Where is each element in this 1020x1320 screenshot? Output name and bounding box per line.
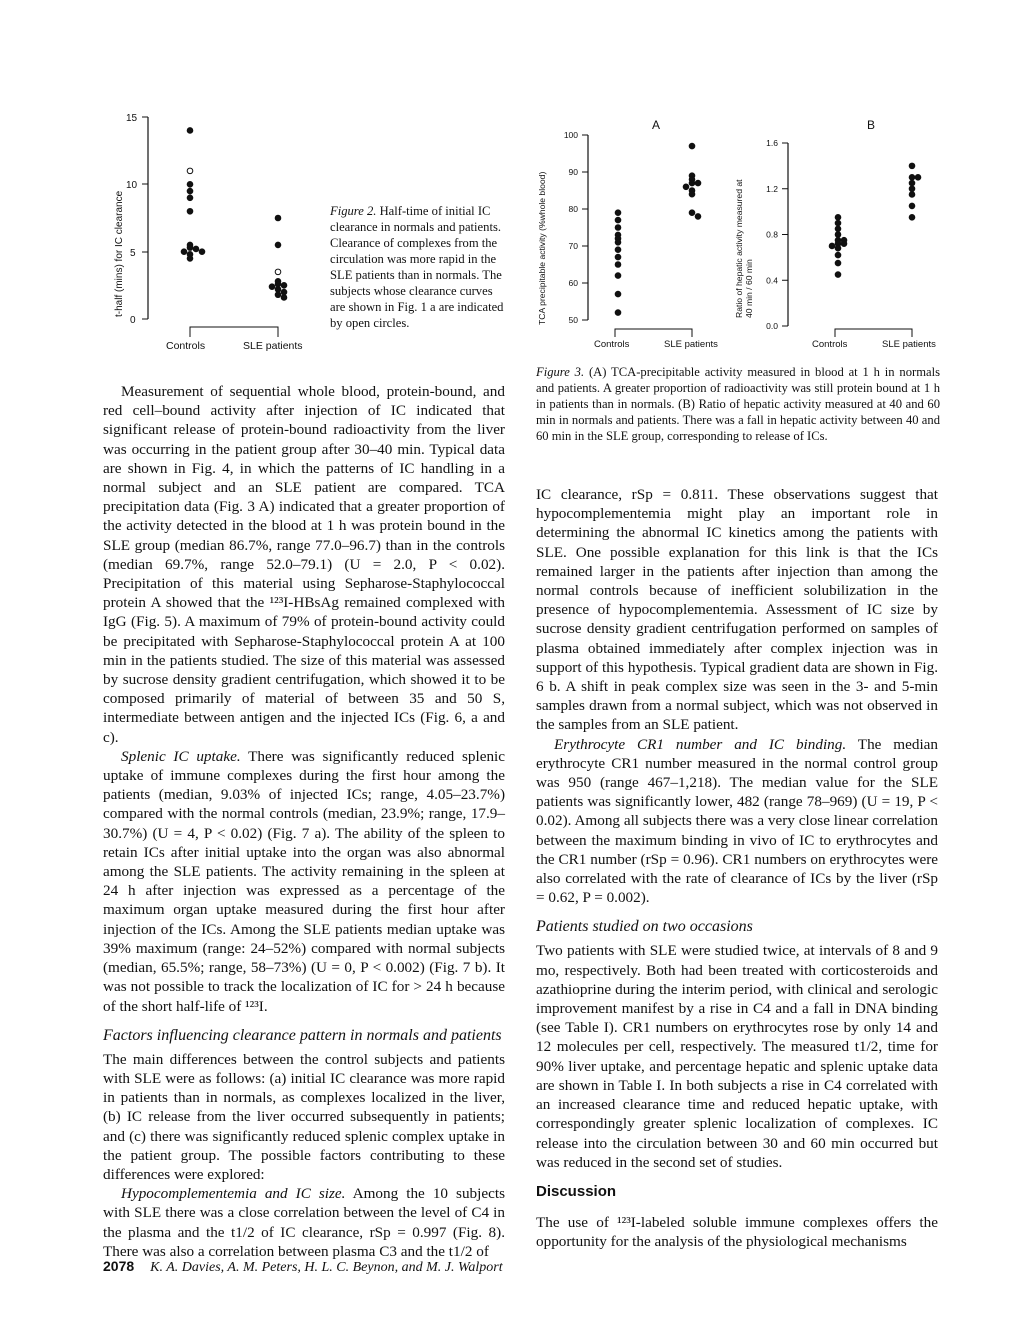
tick-label: 1.2	[766, 183, 778, 194]
fig3-caption-label: Figure 3.	[536, 365, 585, 379]
tick-label: 60	[568, 278, 578, 288]
data-point	[615, 254, 621, 260]
data-point	[615, 310, 621, 316]
data-point	[275, 215, 281, 221]
data-point	[269, 284, 275, 290]
fig3b-group-label: Controls	[812, 339, 848, 350]
discussion-heading: Discussion	[536, 1182, 617, 1200]
data-point	[909, 175, 915, 181]
author-line: K. A. Davies, A. M. Peters, H. L. C. Beynon, and M. J. Walport	[150, 1260, 503, 1275]
fig3a-group-label: SLE patients	[664, 339, 718, 350]
data-point	[689, 210, 695, 216]
data-point	[181, 249, 187, 255]
data-point	[835, 215, 841, 221]
run-in-heading: Splenic IC uptake.	[121, 747, 241, 765]
data-point	[909, 192, 915, 198]
data-point	[915, 175, 921, 181]
data-point	[835, 260, 841, 266]
data-point	[695, 180, 701, 186]
data-point	[683, 184, 689, 190]
paragraph: Erythrocyte CR1 number and IC binding. The median erythrocyte CR1 number measured in the normal control group was 950 (range 467–1,218). The median value for the SLE patients was significantly lower, 482 (range 78–969) (U = 19, P < 0.02). Among all subjects there was a very close linear correlation between the maximum binding in vivo of IC to erythrocytes and the CR1 number (rSp = 0.96). CR1 numbers on erythrocytes were also correlated with the rate of clearance of ICs by the liver (rSp = 0.62, P = 0.002).	[536, 735, 938, 907]
data-point	[187, 168, 193, 174]
data-point	[835, 226, 841, 232]
fig3a-ylabel: TCA precipitable activity (%whole blood)	[537, 171, 547, 325]
fig2-ytick: 15	[126, 113, 138, 124]
data-point	[187, 245, 193, 251]
paragraph: Two patients with SLE were studied twice, at intervals of 8 and 9 mo, respectively. Both had been treated with corticosteroids and azathioprine during the interim period, with clinical and serologic improvement manifest by a rise in C4 and a fall in DNA binding (see Table I). CR1 numbers on erythrocytes rose by only 14 and 12 molecules per cell, respectively. The measured t1/2, time for 90% liver uptake, and percentage hepatic and splenic uptake data are shown in Table I. In both subjects a rise in C4 correlated with an increased clearance time and reduced hepatic uptake, with correspondingly greater splenic localization of complexes. IC release into the circulation between 30 and 60 min occurred but was reduced in the second set of studies.	[536, 942, 938, 1171]
run-in-heading: Hypocomplementemia and IC size.	[121, 1185, 346, 1203]
run-in-heading: Erythrocyte CR1 number and IC binding.	[554, 735, 847, 753]
paragraph: Measurement of sequential whole blood, protein-bound, and red cell–bound activity after injection of IC indicated that significant release of protein-bound radioactivity from the liver was occurring in the patient group after 30–40 min. Typical data are shown in Fig. 4, in which the patterns of IC handling in a normal subject and an SLE patient are compared. TCA precipitation data (Fig. 3 A) indicated that a greater proportion of the activity detected in the blood at 1 h was protein bound in the SLE group (median 86.7%, range 77.0–96.7) than in the controls (median 69.7%, range 52.0–79.1) (U = 2.0, P < 0.02). Precipitation of this material using Sepharose-Staphylococcal protein A showed that the ¹²³I-HBsAg remained complexed with IgG (Fig. 5). A maximum of 79% of protein-bound activity could be precipitated with Sepharose-Staphylococcal protein A at 100 min in the patients studied. The size of this material was assessed by sucrose density gradient centrifugation, which showed it to be composed primarily of material of between 35 and 50 S, intermediate between antigen and the injected ICs (Fig. 6, a and c).	[103, 383, 505, 746]
data-point	[615, 217, 621, 223]
section-heading: Patients studied on two occasions	[536, 918, 753, 936]
fig2-caption-label: Figure 2.	[330, 204, 377, 218]
data-point	[281, 283, 287, 289]
fig3b-group-label: SLE patients	[882, 339, 936, 350]
fig2-ytick: 0	[130, 315, 136, 326]
figure-2-chart	[100, 105, 320, 355]
data-point	[275, 281, 281, 287]
paragraph: Hypocomplementemia and IC size. Among the 10 subjects with SLE there was a close correlation between the level of C4 in the plasma and the t1/2 of IC clearance, rSp = 0.997 (Fig. 8). There was also a correlation between plasma C3 and the t1/2 of	[103, 1185, 505, 1260]
tick-label: 90	[568, 167, 578, 177]
data-point	[187, 182, 193, 188]
paragraph: IC clearance, rSp = 0.811. These observations suggest that hypocomplementemia might play an important role in determining the abnormal IC kinetics among the patients with SLE. One possible explanation for this link is that the ICs remained larger in the patients after injection than among the normal controls because of inefficient solubilization in the presence of hypocomplementemia. Assessment of IC size by sucrose density gradient centrifugation performed on samples of plasma obtained immediately after complex injection was in support of this hypothesis. Typical gradient data are shown in Fig. 6 b. A shift in peak complex size was seen in the 3- and 5-min samples drawn from a normal subject, which was not observed in the samples from an SLE patient.	[536, 486, 938, 734]
fig3-panel-a-label: A	[652, 118, 661, 132]
data-point	[615, 262, 621, 268]
tick-label: 0.0	[766, 321, 778, 331]
fig3-panel-b-label: B	[867, 118, 876, 132]
data-point	[689, 143, 695, 149]
data-point	[615, 210, 621, 216]
tick-label: 80	[568, 204, 578, 214]
fig2-group-label: Controls	[166, 340, 206, 352]
paragraph: The use of ¹²³I-labeled soluble immune complexes offers the opportunity for the analysis of the physiological mechanisms	[536, 1214, 938, 1251]
fig3-caption-text: (A) TCA-precipitable activity measured in blood at 1 h in normals and patients. A greater proportion of radioactivity was still protein bound at 1 h in patients than in normals. (B) Ratio of hepatic activity measured at 40 and 60 min in normals and patients. There was a fall in hepatic activity between 40 and 60 min in the SLE group, corresponding to release of ICs.	[536, 365, 940, 443]
data-point	[281, 295, 287, 301]
data-point	[909, 186, 915, 192]
paragraph: The main differences between the control subjects and patients with SLE were as follows: (a) initial IC clearance was more rapid in patients than in normals, as complexes localized in the liver, (b) IC release from the liver occurred subsequently in patients; and (c) there was significantly reduced splenic complex uptake in the patient group. The possible factors contributing to these differences were explored:	[103, 1050, 505, 1183]
tick-label: 0.8	[766, 229, 778, 240]
fig2-ylabel: t-half (mins) for IC clearance	[114, 190, 125, 317]
data-point	[835, 272, 841, 278]
data-point	[909, 203, 915, 209]
figure-3-chart	[530, 113, 950, 353]
figure-2-caption	[330, 203, 510, 331]
data-point	[841, 241, 847, 247]
data-point	[199, 249, 205, 255]
data-point	[909, 215, 915, 221]
data-point	[281, 289, 287, 295]
page-number: 2078	[103, 1258, 135, 1274]
tick-label: 70	[568, 241, 578, 251]
data-point	[689, 191, 695, 197]
data-point	[275, 287, 281, 293]
tick-label: 1.6	[766, 138, 778, 148]
data-point	[275, 292, 281, 298]
fig2-group-label: SLE patients	[243, 340, 303, 352]
data-point	[835, 220, 841, 226]
data-point	[909, 180, 915, 186]
data-point	[187, 128, 193, 134]
data-point	[275, 242, 281, 248]
tick-label: 0.4	[766, 275, 778, 286]
fig3a-group-label: Controls	[594, 339, 630, 350]
data-point	[187, 208, 193, 214]
left-column	[103, 382, 505, 1261]
fig2-caption-text: Half-time of initial IC clearance in normals and patients. Clearance of complexes from the circulation was more rapid in the SLE patients than in normals. The subjects whose clearance curves are shown in Fig. 1 a are indicated by open circles.	[330, 204, 504, 330]
fig2-ytick: 5	[130, 248, 136, 259]
tick-label: 50	[568, 315, 578, 325]
figure-3-caption	[536, 364, 940, 444]
data-point	[835, 245, 841, 251]
data-point	[835, 232, 841, 238]
data-point	[835, 252, 841, 258]
data-point	[615, 225, 621, 231]
paragraph: Splenic IC uptake. There was significantly reduced splenic uptake of immune complexes during the first hour among the patients (median, 9.03% of injected ICs; range, 4.05–23.7%) compared with the normal controls (median, 23.9%; range, 17.9–30.7%) (U = 4, P < 0.02) (Fig. 7 a). The ability of the spleen to retain ICs after initial uptake into the organ was also abnormal among the SLE patients. The activity remaining in the spleen at 24 h after injection was expressed as a percentage of the maximum organ uptake measured during the first hour after injection of the ICs. Among the SLE patients median uptake was 39% maximum (range: 24–52%) compared with normal subjects (median, 65.5%; range, 58–73%) (U = 0, P < 0.002) (Fig. 7 b). It was not possible to track the localization of IC for > 24 h because of the short half-life of ¹²³I.	[103, 747, 505, 1015]
data-point	[829, 243, 835, 249]
data-point	[187, 188, 193, 194]
data-point	[689, 180, 695, 186]
fig3b-ylabel: Ratio of hepatic activity measured at40 min / 60 min	[734, 179, 754, 318]
fig2-ytick: 10	[126, 180, 138, 191]
section-heading: Factors influencing clearance pattern in normals and patients	[103, 1026, 502, 1044]
tick-label: 100	[563, 130, 578, 140]
data-point	[193, 246, 199, 252]
data-point	[187, 256, 193, 262]
data-point	[275, 269, 281, 275]
data-point	[615, 273, 621, 279]
data-point	[187, 195, 193, 201]
page-footer	[103, 1258, 503, 1276]
data-point	[615, 240, 621, 246]
data-point	[615, 291, 621, 297]
data-point	[909, 163, 915, 169]
right-column	[536, 485, 938, 1252]
data-point	[615, 247, 621, 253]
data-point	[695, 214, 701, 220]
